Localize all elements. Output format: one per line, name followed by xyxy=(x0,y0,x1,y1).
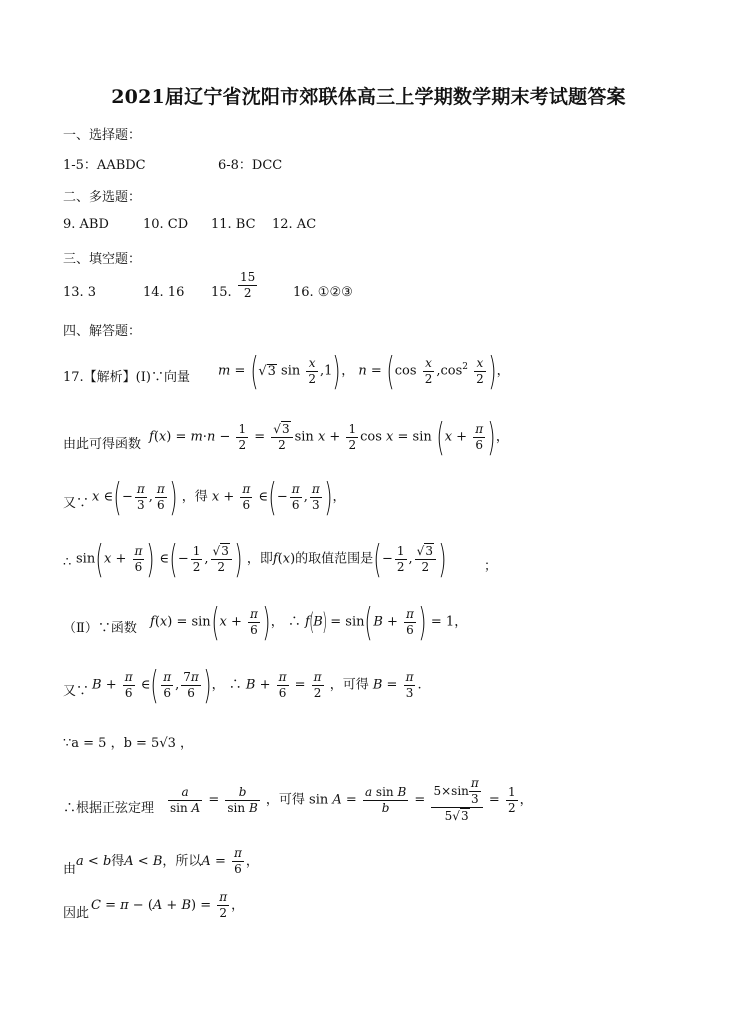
q17-line10-prefix: 因此 xyxy=(63,906,90,921)
q17-line8-mid: ，可得 xyxy=(265,792,305,808)
answer-15-label: 15. xyxy=(211,285,232,300)
section-heading-fill: 三、填空题： xyxy=(63,252,142,267)
q17-line2-prefix: 由此可得函数 xyxy=(63,437,142,452)
q17-line6-prefix: 又∵ xyxy=(63,684,90,699)
answer-1-5: 1-5：AABDC xyxy=(63,158,146,173)
q17-line7: ∵a = 5 ，b = 5√3 ， xyxy=(63,736,194,751)
answer-6-8: 6-8：DCC xyxy=(218,158,283,173)
q17-line9-prefix: 由 xyxy=(63,862,77,877)
answer-14: 14. 16 xyxy=(143,285,185,300)
answer-15-numerator: 15 xyxy=(240,270,256,284)
formula-C: C = π − (A + B) = $\frac{\pi}{2}$ ， xyxy=(91,890,245,920)
answer-11: 11. BC xyxy=(211,217,256,232)
q17-line3-prefix: 又∵ xyxy=(63,496,90,511)
answer-12: 12. AC xyxy=(272,217,317,232)
section-heading-choice: 一、选择题： xyxy=(63,128,142,143)
q17-head: 17.【解析】(Ⅰ)∵向量 xyxy=(63,370,190,385)
answer-9: 9. ABD xyxy=(63,217,109,232)
q17-line4-mid: ，即 xyxy=(246,551,273,567)
formula-x-range: x ∈(− $\frac{\pi}{3}$ , $\frac{\pi}{6}$ ) ，得 x + $\frac{\pi}{6}$ ∈(− $\frac{\pi}{6}$ , $\frac{\pi}{3}$ )， xyxy=(92,475,346,519)
section-heading-multi: 二、多选题： xyxy=(63,190,142,205)
answer-15-fraction xyxy=(236,270,259,301)
section-heading-solve: 四、解答题： xyxy=(63,324,142,339)
formula-B: B + $\frac{\pi}{6}$ ∈( $\frac{\pi}{6}$ , $\frac{7\pi}{6}$ )， ∴ B + $\frac{\pi}{6}$ = $\frac{\pi}{2}$ ，可得 B = $\frac{\pi}{3}$ . xyxy=(92,663,422,707)
q17-line6-mid: ，可得 xyxy=(329,677,369,693)
q17-line5-prefix: （Ⅱ）∵函数 xyxy=(63,621,137,636)
answer-15-denominator: 2 xyxy=(243,286,252,300)
q17-line9-mid2: ，所以 xyxy=(162,854,202,869)
formula-sine-law: $\frac{a}{\text{sin A}}$ = $\frac{b}{\text{sin B}}$ ，可得 sin A = $\frac{\text{a sin B}}{b}$ = 5×sin $\frac{\pi}{3}$ 5√3 = $\frac{1}{2}$ ， xyxy=(170,776,533,823)
formula-range: sin(x + $\frac{\pi}{6}$ ) ∈(− $\frac{1}{2}$ , $\frac{√3}{2}$ ) ，即f(x)的取值范围是(− $\frac{1}{2}$ , $\frac{√3}{2}$ ) xyxy=(76,537,447,581)
q17-line9-mid: 得 xyxy=(111,854,125,869)
formula-f: f(x) = m·n − $\frac{1}{2}$ = $\frac{√3}{2}$ sin x + $\frac{1}{2}$ cos x = sin (x + $\frac{\pi}{6}$ )， xyxy=(149,415,509,459)
q17-line8-prefix: ∴根据正弦定理 xyxy=(63,801,155,816)
q17-line3-mid: ，得 xyxy=(181,489,208,505)
q17-line4-prefix: ∴ xyxy=(63,555,72,570)
formula-A: a < b得A < B，所以A = $\frac{\pi}{6}$ ， xyxy=(76,846,259,876)
q17-line4-mid2: 的取值范围是 xyxy=(295,551,374,567)
vector-m: m = (√3 sin $\frac{x}{2}$ ,1)， n = (cos $\frac{x}{2}$ $,\cos^2$ $\frac{x}{2}$ )， xyxy=(218,349,510,393)
answer-13: 13. 3 xyxy=(63,285,97,300)
answer-16: 16. ①②③ xyxy=(293,285,353,300)
page-title: 2021届辽宁省沈阳市郊联体高三上学期数学期末考试题答案 xyxy=(111,86,626,108)
answer-10: 10. CD xyxy=(143,217,189,232)
q17-line4-end: ； xyxy=(484,559,498,574)
formula-fB: f(x) = sin(x + $\frac{\pi}{6}$ )， ∴ f(B) = sin(B + $\frac{\pi}{6}$ ) = 1， xyxy=(150,600,468,644)
